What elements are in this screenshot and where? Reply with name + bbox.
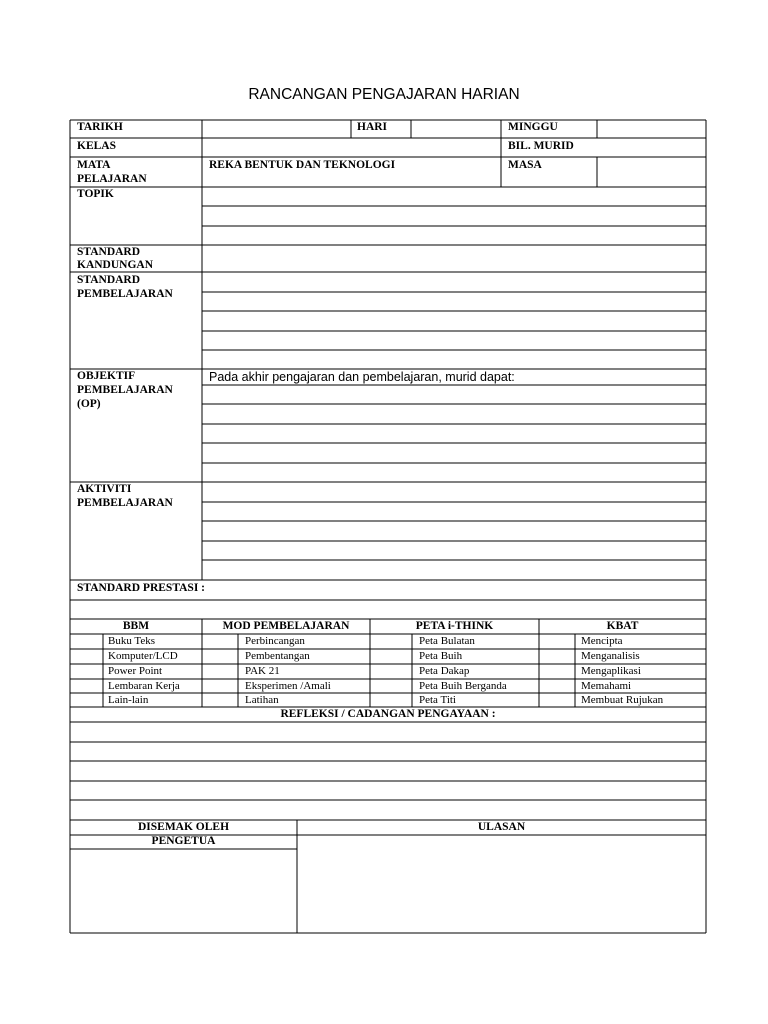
bbm-item: Lembaran Kerja [108,680,180,692]
standard-prestasi-field[interactable] [71,601,705,618]
peta-checkbox-column[interactable] [371,635,411,706]
mod-item: Latihan [245,694,279,706]
label-mata: MATA [77,159,111,171]
aktiviti-field[interactable] [203,483,705,579]
label-ulasan: ULASAN [477,821,526,833]
refleksi-field[interactable] [71,723,705,819]
kbat-item: Mengaplikasi [581,665,641,677]
label-ak-line2: PEMBELAJARAN [77,497,173,509]
header-mod-pembelajaran: MOD PEMBELAJARAN [222,620,350,632]
minggu-field[interactable] [598,121,705,137]
label-sp-line2: PEMBELAJARAN [77,288,173,300]
bbm-checkbox-column[interactable] [71,635,102,706]
label-op-line1: OBJEKTIF [77,370,136,382]
label-minggu: MINGGU [508,121,558,133]
label-refleksi: REFLEKSI / CADANGAN PENGAYAAN : [280,708,496,720]
peta-item: Peta Titi [419,694,456,706]
peta-item: Peta Buih Berganda [419,680,507,692]
topik-field[interactable] [203,188,705,244]
objektif-intro: Pada akhir pengajaran dan pembelajaran, murid dapat: [209,370,515,384]
label-op-line3: (OP) [77,398,101,410]
kbat-item: Membuat Rujukan [581,694,664,706]
objektif-field[interactable] [203,386,705,481]
kbat-item: Mencipta [581,635,623,647]
mod-item: Eksperimen /Amali [245,680,331,692]
label-masa: MASA [508,159,542,171]
label-kelas: KELAS [77,140,116,152]
ulasan-field[interactable] [298,836,705,932]
mod-checkbox-column[interactable] [203,635,237,706]
header-kbat: KBAT [606,620,639,632]
header-peta-ithink: PETA i-THINK [415,620,494,632]
mod-item: Pembentangan [245,650,310,662]
label-disemak-oleh: DISEMAK OLEH [137,821,230,833]
bbm-item: Power Point [108,665,163,677]
header-bbm: BBM [122,620,150,632]
kbat-item: Menganalisis [581,650,640,662]
mod-item: Perbincangan [245,635,305,647]
label-bil-murid: BIL. MURID [508,140,574,152]
bbm-item: Lain-lain [108,694,149,706]
label-topik: TOPIK [77,188,114,200]
tarikh-field[interactable] [203,121,350,137]
page-title: RANCANGAN PENGAJARAN HARIAN [248,86,520,103]
label-sk-line2: KANDUNGAN [77,259,154,271]
standard-kandungan-field[interactable] [203,246,705,271]
label-standard-prestasi: STANDARD PRESTASI : [77,582,206,594]
label-op-line2: PEMBELAJARAN [77,384,173,396]
label-pengetua: PENGETUA [151,835,216,847]
subject-value: REKA BENTUK DAN TEKNOLOGI [209,159,396,171]
standard-pembelajaran-field[interactable] [203,273,705,368]
bbm-item: Buku Teks [108,635,156,647]
bbm-item: Komputer/LCD [108,650,178,662]
kelas-field[interactable] [203,139,500,156]
label-sp-line1: STANDARD [77,274,141,286]
disemak-signature-field[interactable] [71,850,296,932]
mod-item: PAK 21 [245,665,280,677]
label-hari: HARI [357,121,388,133]
label-pelajaran: PELAJARAN [77,173,147,185]
peta-item: Peta Buih [419,650,463,662]
label-ak-line1: AKTIVITI [77,483,132,495]
peta-item: Peta Bulatan [419,635,475,647]
label-sk-line1: STANDARD [77,246,141,258]
masa-field[interactable] [598,158,705,186]
kbat-checkbox-column[interactable] [540,635,574,706]
bil-murid-field[interactable] [598,139,705,156]
kbat-item: Memahami [581,680,632,692]
peta-item: Peta Dakap [419,665,470,677]
hari-field[interactable] [412,121,500,137]
label-tarikh: TARIKH [77,121,123,133]
